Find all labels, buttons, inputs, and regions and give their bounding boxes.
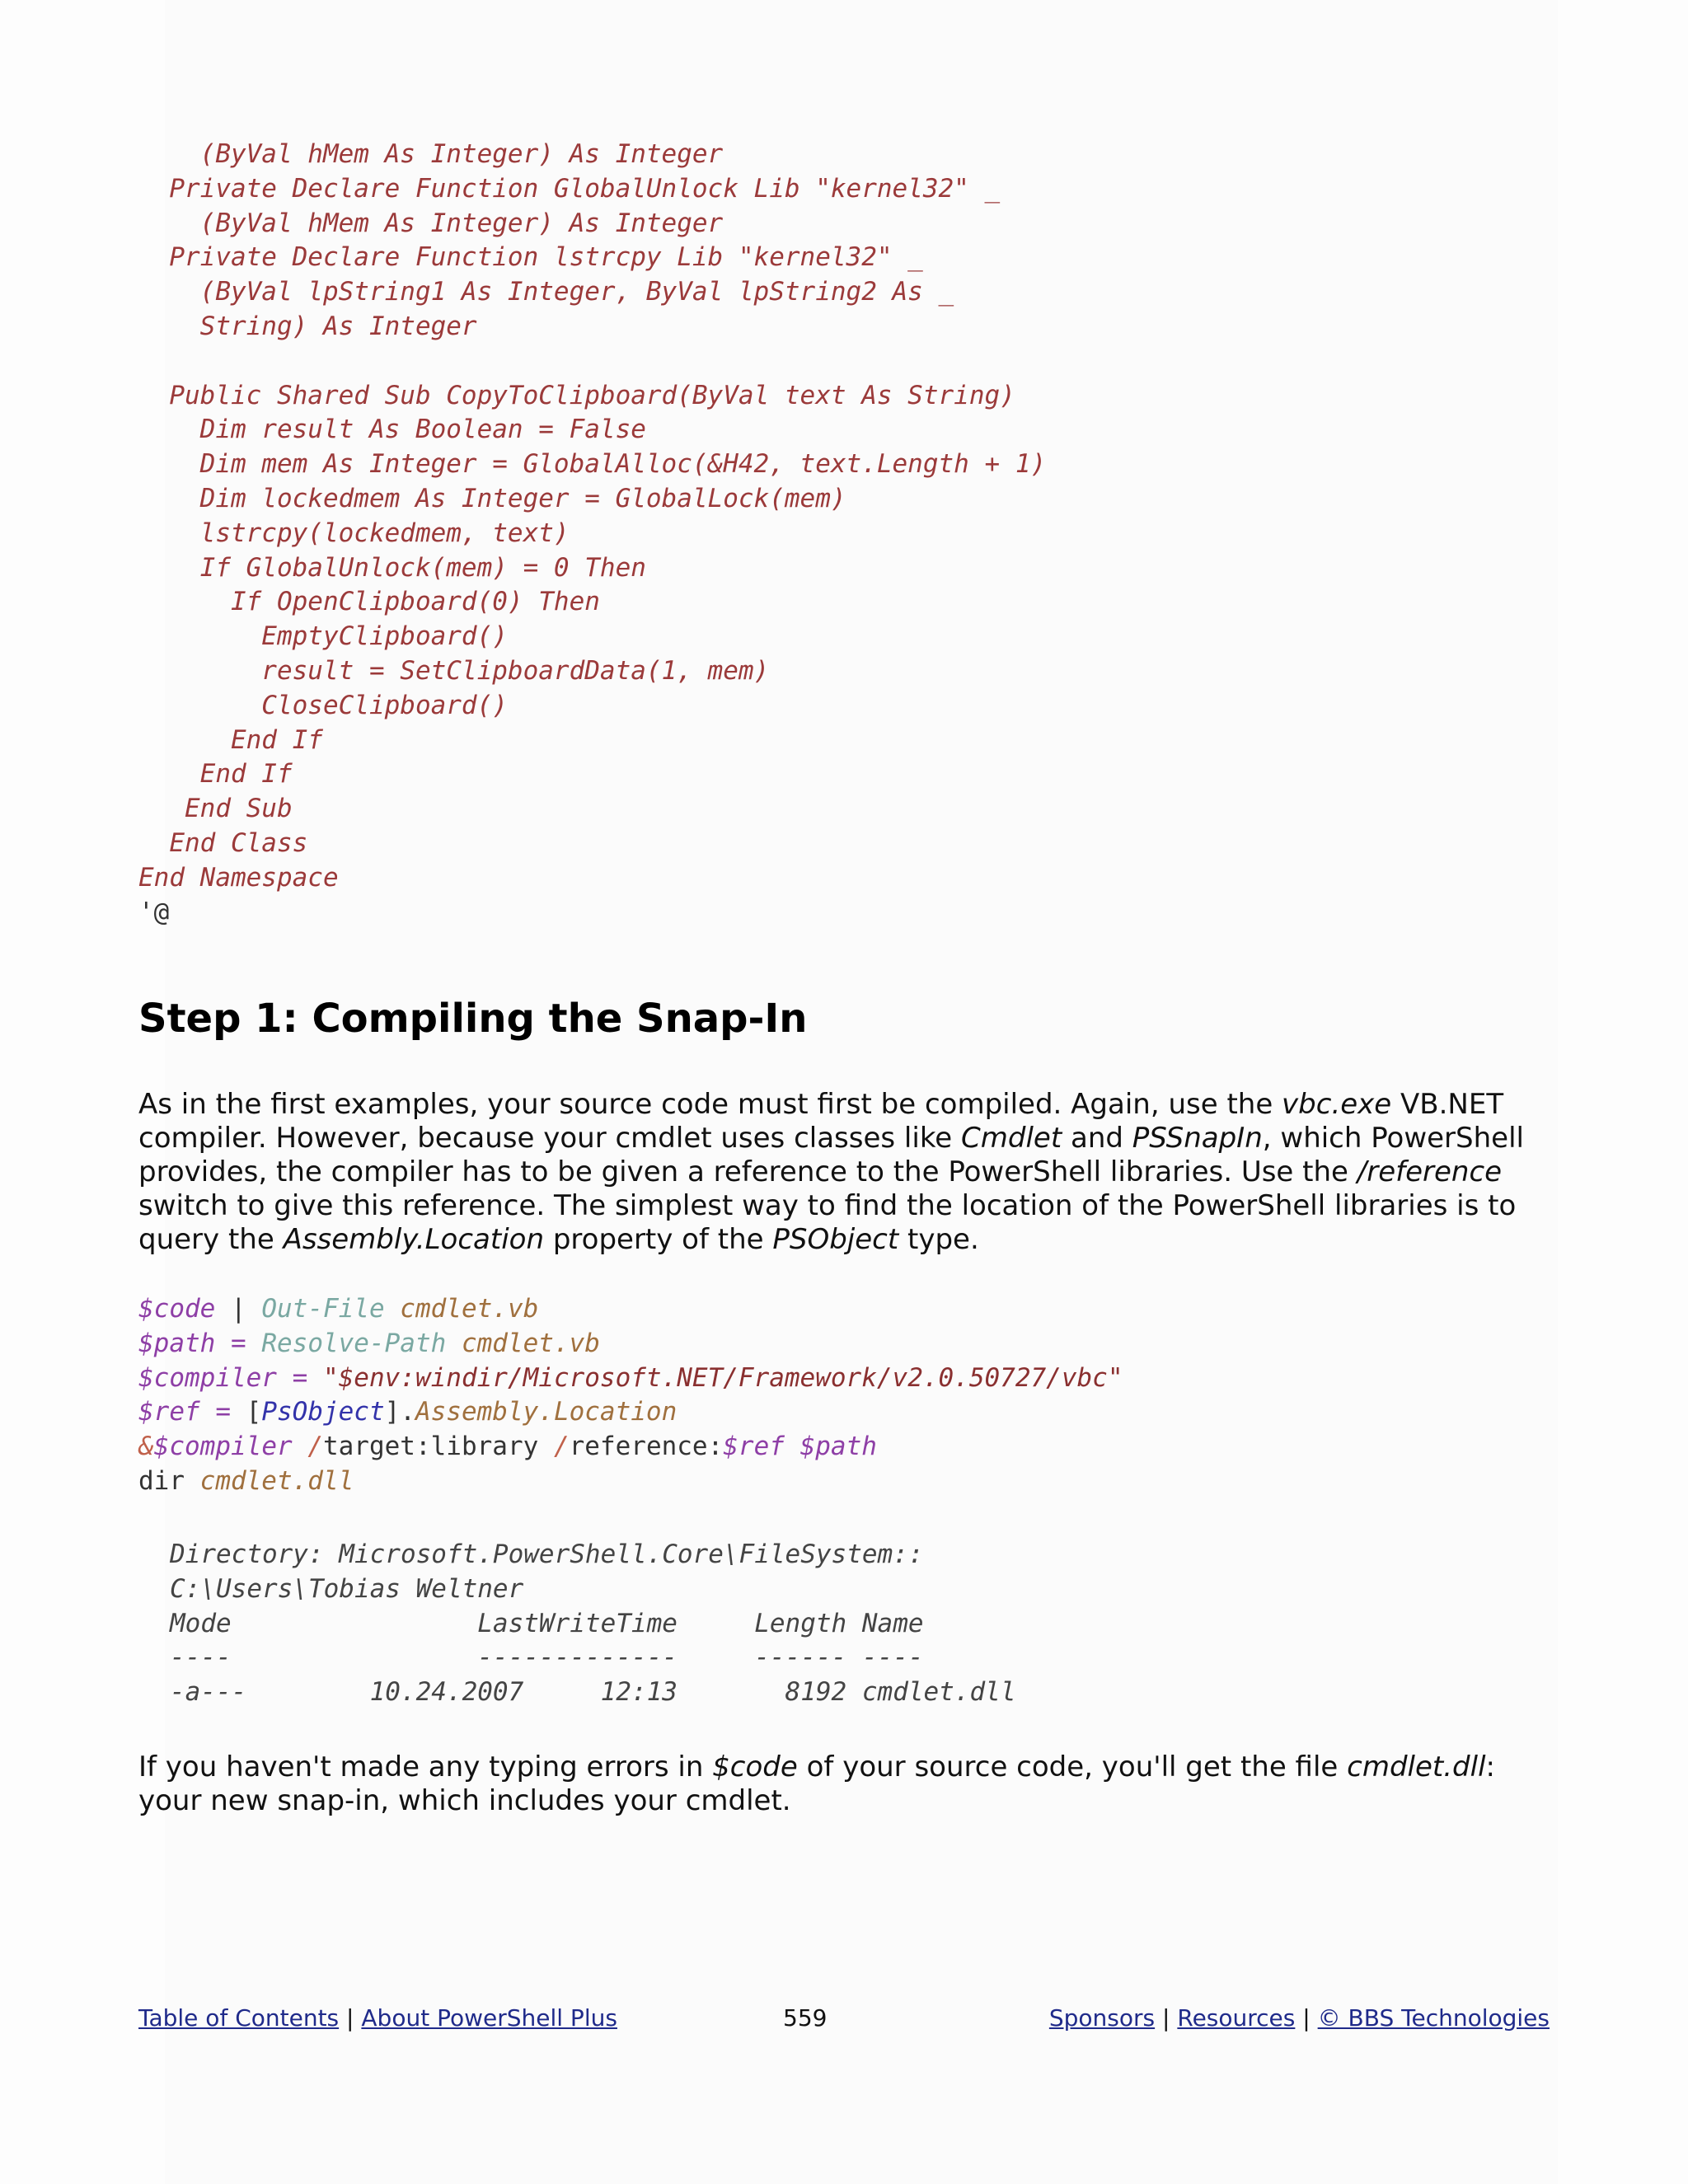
code-line [138, 344, 1046, 379]
code-line: End If [138, 759, 293, 790]
code-line: String) As Integer [138, 311, 477, 341]
token: & [138, 1432, 154, 1462]
command-output-block [170, 1538, 1016, 1710]
token: "$env:windir/Microsoft.NET/Framework/v2.0.50727/vbc" [322, 1362, 1123, 1393]
token: $compiler [138, 1362, 277, 1393]
token: Out-File [261, 1294, 385, 1324]
text-run: : your new snap-in, which includes your cmdlet. [138, 1750, 1495, 1817]
output-line: -a--- 10.24.2007 12:13 8192 cmdlet.dll [170, 1677, 1016, 1708]
body-paragraph [138, 1088, 1556, 1257]
code-line: lstrcpy(lockedmem, text) [138, 518, 570, 548]
token: = [199, 1397, 246, 1427]
code-line [138, 1465, 1123, 1499]
emphasis-code-var: $code [712, 1750, 798, 1783]
code-line [138, 1395, 1123, 1430]
code-line: End Namespace [138, 862, 339, 893]
token: cmdlet.vb [384, 1294, 539, 1324]
code-line: End Class [138, 827, 308, 858]
text-run: and [1062, 1122, 1132, 1155]
token: | [215, 1294, 262, 1324]
footer-left-links [138, 2004, 617, 2032]
token: target:library [322, 1432, 554, 1462]
output-line: C:\Users\Tobias Weltner [170, 1573, 524, 1604]
code-line [138, 1430, 1123, 1465]
text-run: As in the first examples, your source code must first be compiled. Again, use the [138, 1088, 1282, 1121]
output-line: Directory: Microsoft.PowerShell.Core\FileSystem:: [170, 1540, 924, 1569]
token: [ [246, 1397, 262, 1427]
token: / [292, 1432, 323, 1462]
code-line: Dim lockedmem As Integer = GlobalLock(mem) [138, 483, 846, 513]
output-line: Mode LastWriteTime Length Name [170, 1608, 924, 1638]
token: reference: [569, 1432, 724, 1462]
token: $code [138, 1294, 216, 1324]
text-run: VB.NET compiler. However, because your cmdlet uses classes like [138, 1088, 1504, 1155]
code-line: Private Declare Function lstrcpy Lib "kernel32" _ [138, 242, 923, 273]
table-of-contents-link[interactable]: Table of Contents [138, 2004, 340, 2032]
token: $path [799, 1432, 877, 1462]
code-line: (ByVal lpString1 As Integer, ByVal lpString2 As _ [138, 277, 954, 307]
token: / [553, 1432, 570, 1462]
body-paragraph [138, 1750, 1556, 1818]
separator: | [346, 2004, 354, 2032]
powershell-code-block [138, 1292, 1123, 1499]
emphasis-cmdlet: Cmdlet [961, 1122, 1062, 1155]
code-line [138, 1361, 1123, 1396]
text-run: If you haven't made any typing errors in [138, 1750, 713, 1783]
token: cmdlet.dll [199, 1465, 354, 1496]
text-run: , which PowerShell provides, the compiler has to be given a reference to the PowerShell libraries. Use the [138, 1122, 1524, 1188]
token: = [215, 1328, 262, 1358]
code-line: If OpenClipboard(0) Then [138, 587, 600, 617]
text-run: type. [898, 1223, 979, 1256]
token: = [276, 1362, 323, 1393]
code-line: result = SetClipboardData(1, mem) [138, 655, 770, 686]
bbs-technologies-link[interactable]: © BBS Technologies [1317, 2004, 1550, 2032]
footer-right-links [1049, 2004, 1550, 2032]
emphasis-cmdlet-dll: cmdlet.dll [1347, 1750, 1486, 1783]
token [785, 1432, 800, 1461]
separator: | [1302, 2004, 1311, 2032]
token: Assembly.Location [415, 1397, 678, 1427]
about-powershell-plus-link[interactable]: About PowerShell Plus [361, 2004, 617, 2032]
emphasis-assembly-location: Assembly.Location [283, 1223, 545, 1256]
here-string-terminator: '@ [138, 897, 170, 927]
section-heading: Step 1: Compiling the Snap-In [138, 996, 808, 1042]
page-number: 559 [783, 2004, 828, 2032]
code-line [138, 1327, 1123, 1361]
code-line: (ByVal hMem As Integer) As Integer [138, 208, 724, 238]
code-line [138, 1292, 1123, 1327]
code-line: End If [138, 724, 323, 755]
emphasis-vbc: vbc.exe [1282, 1088, 1392, 1121]
token: Resolve-Path [261, 1328, 447, 1358]
token: PsObject [261, 1397, 385, 1427]
text-run: switch to give this reference. The simplest way to find the location of the PowerShell libraries is to query the [138, 1189, 1517, 1256]
code-line: Dim mem As Integer = GlobalAlloc(&H42, text.Length + 1) [138, 449, 1047, 480]
code-line: CloseClipboard() [138, 690, 508, 720]
token: ]. [384, 1397, 415, 1427]
code-line: If GlobalUnlock(mem) = 0 Then [138, 552, 646, 583]
token: $compiler [153, 1432, 293, 1462]
code-line: EmptyClipboard() [138, 621, 508, 652]
code-line: Private Declare Function GlobalUnlock Lib "kernel32" _ [138, 173, 1001, 204]
text-run: property of the [544, 1223, 773, 1256]
resources-link[interactable]: Resources [1177, 2004, 1296, 2032]
code-line: End Sub [138, 794, 293, 824]
emphasis-reference: /reference [1357, 1155, 1503, 1188]
token: cmdlet.vb [446, 1328, 600, 1358]
output-line: ---- ------------- ------ ---- [170, 1643, 924, 1673]
text-run: of your source code, you'll get the file [797, 1750, 1348, 1783]
sponsors-link[interactable]: Sponsors [1048, 2004, 1156, 2032]
token: dir [138, 1465, 200, 1496]
code-line: Public Shared Sub CopyToClipboard(ByVal text As String) [138, 380, 1015, 410]
separator: | [1162, 2004, 1170, 2032]
code-line: Dim result As Boolean = False [138, 415, 646, 445]
token: $path [138, 1328, 216, 1358]
emphasis-psobject: PSObject [772, 1223, 899, 1256]
code-line: (ByVal hMem As Integer) As Integer [138, 139, 724, 169]
emphasis-pssnapin: PSSnapIn [1132, 1122, 1263, 1155]
token: $ref [138, 1397, 200, 1427]
token: $ref [723, 1432, 785, 1462]
vb-code-block [138, 138, 1046, 930]
